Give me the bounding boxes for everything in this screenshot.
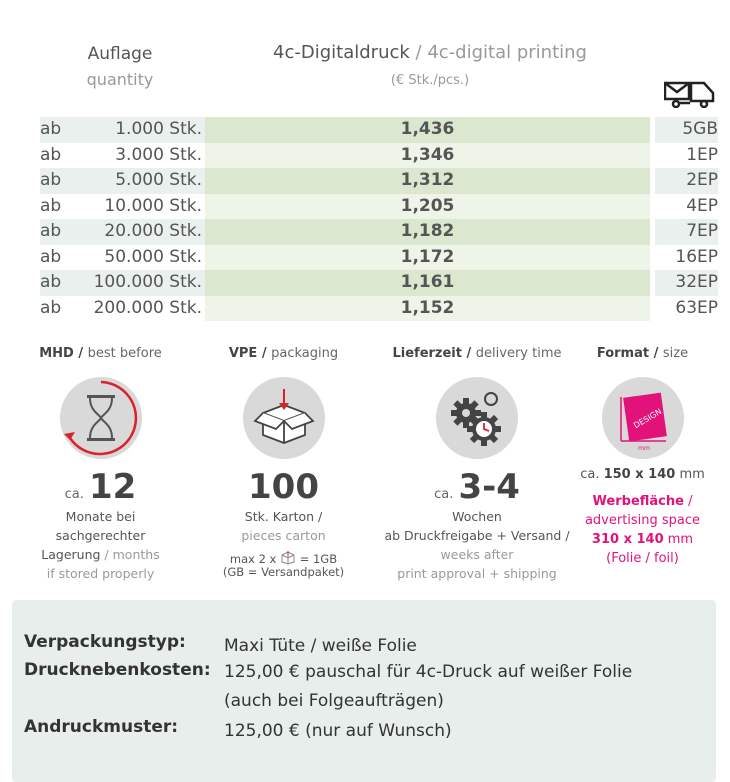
- vpe-number: 100: [248, 467, 319, 507]
- vpe-note1a: max 2 x: [229, 552, 277, 566]
- vpe-heading-de: VPE: [228, 346, 258, 361]
- row-packaging: 63EP: [675, 297, 718, 318]
- table-row: [40, 296, 718, 322]
- mhd-info: [13, 346, 188, 583]
- shipping-truck-icon: [664, 80, 716, 108]
- adv-title-de: Werbefläche: [592, 494, 684, 509]
- adv-size-value: 310 x 140: [591, 532, 664, 547]
- row-price: 1,346: [400, 144, 455, 165]
- format-info: [555, 346, 730, 568]
- proof-label: Andruckmuster:: [24, 717, 179, 737]
- adv-foil: (Folie / foil): [606, 551, 679, 566]
- mhd-line3: Lagerung / months: [41, 547, 160, 562]
- table-row: [40, 194, 718, 220]
- delivery-heading-de: Lieferzeit: [392, 346, 462, 361]
- delivery-line1: Wochen: [452, 509, 502, 524]
- table-row: [40, 143, 718, 169]
- format-heading-en: size: [662, 346, 689, 361]
- row-packaging: 5GB: [682, 119, 718, 139]
- packaging-type-label: Verpackungstyp:: [24, 632, 186, 652]
- row-quantity: 200.000 Stk.: [93, 297, 202, 318]
- box-icon: [243, 377, 325, 459]
- row-packaging: 32EP: [675, 272, 718, 292]
- proof-value: 125,00 € (nur auf Wunsch): [224, 721, 452, 741]
- row-quantity: 10.000 Stk.: [104, 195, 202, 216]
- row-ab: ab: [40, 195, 62, 216]
- format-size-value: 150 x 140: [603, 467, 676, 482]
- vpe-note-line1: [196, 551, 371, 566]
- delivery-line3: weeks after: [440, 547, 514, 562]
- row-packaging: 1EP: [686, 144, 718, 165]
- row-price: 1,172: [400, 246, 455, 267]
- format-ca: ca.: [580, 467, 600, 482]
- format-heading-de: Format: [596, 346, 650, 361]
- row-packaging: 7EP: [686, 221, 718, 241]
- vpe-description: [196, 507, 371, 545]
- delivery-line2: ab Druckfreigabe + Versand /: [384, 528, 570, 543]
- row-price: 1,152: [400, 297, 455, 318]
- mhd-ca: ca.: [64, 487, 84, 502]
- row-price: 1,436: [400, 119, 455, 139]
- delivery-number: 3-4: [458, 467, 520, 507]
- vpe-value: [196, 467, 371, 507]
- mhd-line3-de: Lagerung: [41, 547, 101, 562]
- row-quantity: 3.000 Stk.: [115, 144, 202, 165]
- row-ab: ab: [40, 144, 62, 165]
- delivery-info: [377, 346, 577, 583]
- vpe-line1: Stk. Karton /: [244, 509, 323, 524]
- row-quantity: 20.000 Stk.: [104, 221, 202, 241]
- delivery-description: [377, 507, 577, 583]
- row-price: 1,205: [400, 195, 455, 216]
- vpe-heading: VPE / packaging: [228, 346, 339, 361]
- print-costs-value: [224, 658, 714, 716]
- mhd-number: 12: [89, 467, 137, 507]
- row-price: 1,312: [400, 170, 455, 190]
- mhd-description: [13, 507, 188, 583]
- adv-title-en: advertising space: [584, 513, 701, 528]
- mhd-line2: sachgerechter: [55, 528, 146, 543]
- row-ab: ab: [40, 221, 62, 241]
- delivery-line4: print approval + shipping: [397, 566, 557, 581]
- vpe-info: [196, 346, 371, 579]
- row-ab: ab: [40, 297, 62, 318]
- row-packaging: 16EP: [675, 246, 718, 267]
- mhd-heading: MHD / best before: [39, 346, 162, 361]
- print-title-en: 4c-digital printing: [427, 42, 587, 63]
- vpe-note: [196, 551, 371, 579]
- delivery-heading-en: delivery time: [475, 346, 562, 361]
- adv-size-unit: mm: [667, 532, 694, 547]
- vpe-heading-en: packaging: [271, 346, 339, 361]
- delivery-heading: Lieferzeit / delivery time: [392, 346, 562, 361]
- table-row: [40, 168, 718, 194]
- price-table: [40, 117, 718, 321]
- mhd-line1: Monate bei: [65, 509, 136, 524]
- table-row: [40, 270, 718, 296]
- mhd-value: [13, 467, 188, 507]
- delivery-value: [377, 467, 577, 507]
- row-ab: ab: [40, 272, 62, 292]
- mhd-line4: if stored properly: [46, 566, 155, 581]
- row-ab: ab: [40, 170, 62, 190]
- print-title-sep: /: [409, 42, 428, 63]
- print-costs-line2: (auch bei Folgeaufträgen): [224, 691, 444, 711]
- hourglass-icon: [60, 377, 142, 459]
- row-quantity: 1.000 Stk.: [115, 119, 202, 139]
- print-costs-line1: 125,00 € pauschal für 4c-Druck auf weißer Folie: [224, 662, 633, 682]
- row-ab: ab: [40, 246, 62, 267]
- mhd-heading-en: best before: [87, 346, 162, 361]
- row-ab: ab: [40, 119, 62, 139]
- vpe-note1b: = 1GB: [299, 552, 338, 566]
- print-costs-label: Drucknebenkosten:: [24, 660, 211, 680]
- quantity-label-de: Auflage: [87, 44, 153, 64]
- adv-title: Werbefläche /: [592, 494, 693, 509]
- table-row: [40, 117, 718, 143]
- quantity-label-en: quantity: [86, 70, 154, 89]
- price-unit: (€ Stk./pcs.): [390, 73, 470, 88]
- row-price: 1,182: [400, 221, 455, 241]
- format-size: [555, 467, 730, 482]
- small-box-icon: [280, 551, 296, 565]
- quantity-header: [60, 44, 180, 89]
- row-quantity: 50.000 Stk.: [104, 246, 202, 267]
- adv-size: [555, 530, 730, 549]
- row-quantity: 5.000 Stk.: [115, 170, 202, 190]
- row-packaging: 2EP: [686, 170, 718, 190]
- print-title: [205, 42, 655, 63]
- row-quantity: 100.000 Stk.: [93, 272, 202, 292]
- format-heading: Format / size: [596, 346, 689, 361]
- delivery-ca: ca.: [434, 487, 454, 502]
- table-row: [40, 245, 718, 271]
- vpe-line2: pieces carton: [241, 528, 326, 543]
- gears-clock-icon: [436, 377, 518, 459]
- packaging-type-value: Maxi Tüte / weiße Folie: [224, 636, 417, 656]
- design-icon-unit: mm: [637, 445, 650, 452]
- format-size-unit: mm: [679, 467, 705, 482]
- print-header: [205, 42, 655, 88]
- details-panel: [12, 600, 716, 782]
- mhd-line3-en: months: [112, 547, 160, 562]
- print-title-de: 4c-Digitaldruck: [273, 42, 410, 63]
- design-bag-icon: [602, 377, 684, 459]
- vpe-note-line2: (GB = Versandpaket): [222, 565, 345, 579]
- advertising-space: [555, 492, 730, 568]
- design-icon-label: DESIGN: [631, 406, 663, 431]
- row-packaging: 4EP: [686, 195, 718, 216]
- row-price: 1,161: [400, 272, 455, 292]
- mhd-heading-de: MHD: [39, 346, 74, 361]
- table-row: [40, 219, 718, 245]
